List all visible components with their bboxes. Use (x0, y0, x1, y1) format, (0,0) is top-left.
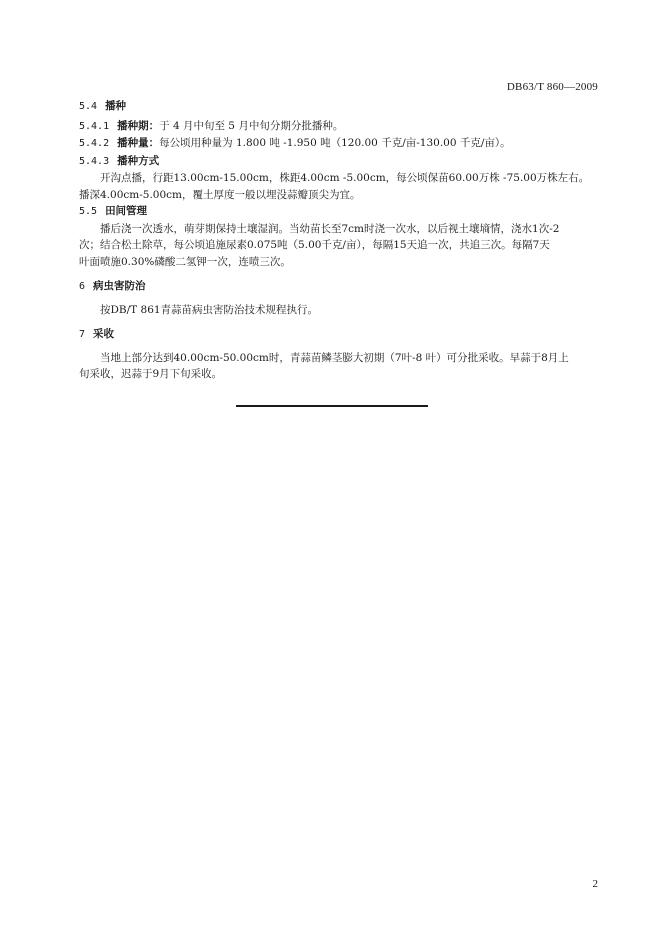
section-title: 播种 (105, 100, 127, 112)
section-title: 播种方式 (117, 154, 160, 167)
paragraph-line: 播深4.00cm-5.00cm，覆土厚度一般以埋没蒜瓣顶尖为宜。 (79, 188, 361, 201)
paragraph-line: 叶面喷施0.30%磷酸二氢钾一次，连喷三次。 (79, 255, 291, 268)
document-code: DB63/T 860—2009 (506, 81, 598, 93)
section-5-4-2 (79, 135, 601, 153)
section-number: 6 (79, 281, 86, 292)
section-number: 5.4.2 (79, 138, 110, 149)
section-number: 7 (79, 329, 86, 340)
section-5-4-heading (79, 98, 601, 116)
section-title: 采收 (93, 328, 115, 340)
section-number: 5.4 (79, 101, 98, 112)
paragraph-line: 开沟点播，行距13.00cm-15.00cm，株距4.00cm -5.00cm，每公顷保苗60.00万株 -75.00万株左右。 (100, 172, 590, 184)
section-5-4-3-heading (79, 153, 601, 171)
section-title: 田间管理 (105, 205, 148, 217)
paragraph-line: 次；结合松土除草，每公顷追施尿素0.075吨（5.00千克/亩），每隔15天追一次，共追三次。每隔7天 (79, 239, 550, 251)
section-text: 于 4 月中旬至 5 月中旬分期分批播种。 (159, 119, 344, 132)
page-number: 2 (592, 878, 598, 890)
section-5-5-heading (79, 203, 601, 221)
section-number: 5.5 (79, 206, 98, 217)
term-sowing-period: 播种期： (117, 119, 160, 132)
section-text: 每公顷用种量为 1.800 吨 -1.950 吨（120.00 千克/亩-130.00 千克/亩）。 (159, 137, 511, 149)
section-6-heading (79, 278, 601, 296)
section-number: 5.4.3 (79, 155, 110, 167)
end-divider (236, 405, 428, 407)
section-5-4-1 (79, 118, 601, 136)
paragraph-line: 播后浇一次透水，萌芽期保持土壤湿润。当幼苗长至7cm时浇一次水，以后视土壤墒情，浇水1次-2 (100, 222, 560, 235)
paragraph-line: 按DB/T 861青蒜苗病虫害防治技术规程执行。 (100, 303, 319, 316)
section-title: 病虫害防治 (93, 280, 146, 292)
document-body (79, 98, 601, 383)
paragraph-line: 旬采收，迟蒜于9月下旬采收。 (79, 368, 223, 380)
paragraph-line: 当地上部分达到40.00cm-50.00cm时，青蒜苗鳞茎膨大初期（7叶-8 叶）可分批采收。早蒜于8月上 (100, 351, 569, 364)
term-sowing-amount: 播种量： (117, 137, 160, 149)
section-7-heading (79, 326, 601, 344)
section-number: 5.4.1 (79, 120, 110, 132)
